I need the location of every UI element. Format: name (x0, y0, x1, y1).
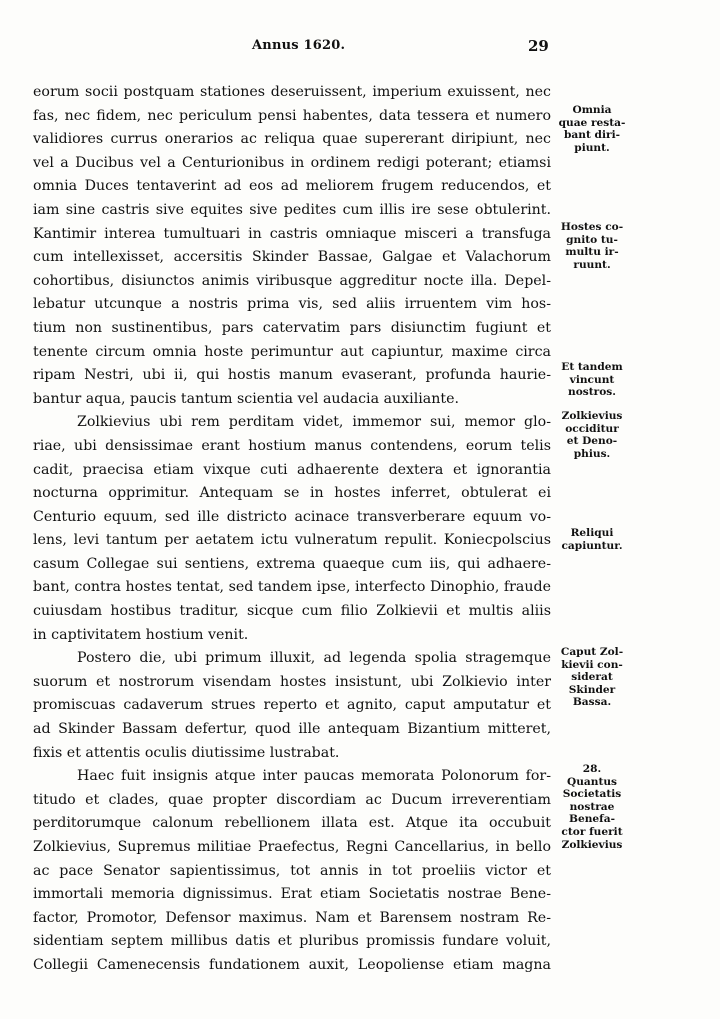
text-line: titudo et clades, quae propter discordiam ac Ducum irreverentiam (33, 791, 551, 808)
text-line: cadit, praecisa etiam vixque cuti adhaerente dextera et ignorantia (33, 461, 551, 478)
margin-note-line: gnito tu- (566, 233, 618, 246)
margin-note (554, 104, 630, 154)
margin-note-line: Benefa- (569, 813, 615, 826)
text-line: iam sine castris sive equites sive pedites cum illis ire sese obtulerint. (33, 201, 551, 218)
text-line: ad Skinder Bassam defertur, quod ille antequam Bizantium mitteret, (33, 721, 551, 738)
margin-note-line: vincunt (569, 373, 615, 386)
margin-note-line: capiuntur. (561, 539, 623, 552)
margin-note-line: Skinder (568, 683, 616, 696)
text-line: vel a Ducibus vel a Centurionibus in ordinem redigi poterant; etiamsi (33, 154, 551, 171)
text-line: Haec fuit insignis atque inter paucas memorata Polonorum for- (77, 768, 551, 785)
margin-note-line: Zolkievius (561, 838, 623, 851)
margin-note (554, 361, 630, 399)
text-line: perditorumque calonum rebellionem illata est. Atque ita occubuit (33, 815, 551, 832)
text-line: nocturna opprimitur. Antequam se in hostes inferret, obtulerat ei (33, 485, 551, 502)
text-line: ac pace Senator sapientissimus, tot annis in tot proeliis victor et (33, 862, 551, 879)
text-line: Postero die, ubi primum illuxit, ad legenda spolia stragemque (77, 650, 551, 667)
text-line: eorum socii postquam stationes deseruissent, imperium exuissent, nec (33, 84, 551, 100)
text-line: ripam Nestri, ubi ii, qui hostis manum evaserant, profunda haurie- (33, 367, 551, 384)
text-line: promiscuas cadaverum strues reperto et agnito, caput amputatur et (33, 697, 551, 714)
text-line: lens, levi tantum per aetatem ictu vulneratum repulit. Koniecpolscius (33, 532, 551, 549)
text-line: cuiusdam hostibus traditur, sicque cum filio Zolkievii et multis aliis (33, 603, 551, 620)
margin-note (554, 646, 630, 709)
text-line: tenente circum omnia hoste perimuntur aut capiuntur, maxime circa (33, 343, 551, 360)
text-line: validiores currus onerarios ac reliqua quae supererant diripiunt, nec (33, 131, 551, 148)
text-line: cum intellexisset, accersitis Skinder Bassae, Galgae et Valachorum (33, 249, 551, 266)
margin-note-line: nostros. (568, 386, 616, 399)
text-line: riae, ubi densissimae erant hostium manus contendens, eorum telis (33, 437, 551, 454)
margin-note-line: nostrae (569, 800, 615, 813)
margin-note-line: Hostes co- (560, 221, 624, 233)
margin-note-line: et Deno- (566, 435, 618, 448)
margin-note (554, 221, 630, 271)
margin-note-line: ctor fuerit (561, 825, 623, 838)
margin-note-line: multu ir- (565, 246, 619, 259)
margin-note-line: Caput Zol- (560, 646, 624, 658)
margin-note-line: Societatis (562, 788, 622, 801)
margin-note (554, 410, 630, 460)
margin-note-line: Et tandem (561, 361, 623, 373)
margin-note (554, 763, 630, 851)
text-line: lebatur utcunque a nostris prima vis, sed aliis irruentem vim hos- (33, 296, 551, 313)
text-line: factor, Promotor, Defensor maximus. Nam et Barensem nostram Re- (33, 909, 551, 926)
page-number: 29 (528, 37, 549, 55)
margin-note-line: Quantus (566, 775, 618, 788)
text-line: bant, contra hostes tentat, sed tandem ipse, interfecto Dinophio, fraude (33, 579, 551, 596)
margin-note-line: quae resta- (558, 116, 626, 129)
text-line: Zolkievius ubi rem perditam videt, immemor sui, memor glo- (77, 414, 551, 431)
text-line: fixis et attentis oculis diutissime lustrabat. (33, 744, 340, 761)
text-line: in captivitatem hostium venit. (33, 626, 249, 643)
text-line: Kantimir interea tumultuari in castris omniaque misceri a transfuga (33, 225, 551, 242)
text-line: tium non sustinentibus, pars catervatim pars disiunctim fugiunt et (33, 319, 551, 336)
text-line: fas, nec fidem, nec periculum pensi habentes, data tessera et numero (33, 107, 551, 124)
margin-note-line: Zolkievius (561, 410, 623, 422)
main-text (33, 81, 551, 978)
margin-note-line: phius. (573, 447, 611, 460)
text-line: omnia Duces tentaverint ad eos ad meliorem frugem reducendos, et (33, 178, 551, 195)
text-line: bantur aqua, paucis tantum scientia vel audacia auxiliante. (33, 390, 459, 407)
running-head: Annus 1620. (252, 38, 346, 53)
margin-note-line: occiditur (565, 422, 619, 435)
margin-note-line: ruunt. (573, 258, 611, 271)
margin-note-line: piunt. (574, 141, 610, 154)
text-line: cohortibus, disiunctos animis viribusque aggreditur nocte illa. Depel- (33, 272, 551, 289)
text-line: sidentiam septem millibus datis et pluribus promissis fundare voluit, (33, 933, 551, 950)
text-line: immortali memoria dignissimus. Erat etiam Societatis nostrae Bene- (33, 886, 551, 903)
margin-note-line: kievii con- (561, 658, 623, 671)
margin-note-line: bant diri- (564, 129, 620, 142)
margin-note-line: Reliqui (570, 527, 614, 539)
margin-note-line: siderat (571, 671, 613, 684)
margin-note (554, 527, 630, 552)
margin-note-line: Omnia (572, 104, 612, 116)
margin-note-line: 28. (582, 763, 602, 775)
text-line: Zolkievius, Supremus militiae Praefectus, Regni Cancellarius, in bello (33, 839, 551, 855)
text-line: Centurio equum, sed ille districto acinace transverberare equum vo- (33, 508, 551, 525)
text-line: casum Collegae sui sentiens, extrema quaeque cum iis, qui adhaere- (33, 555, 551, 572)
text-line: Collegii Camenecensis fundationem auxit, Leopoliense etiam magna (33, 956, 551, 973)
text-line: suorum et nostrorum visendam hostes insistunt, ubi Zolkievio inter (33, 673, 551, 690)
margin-note-line: Bassa. (572, 696, 612, 709)
